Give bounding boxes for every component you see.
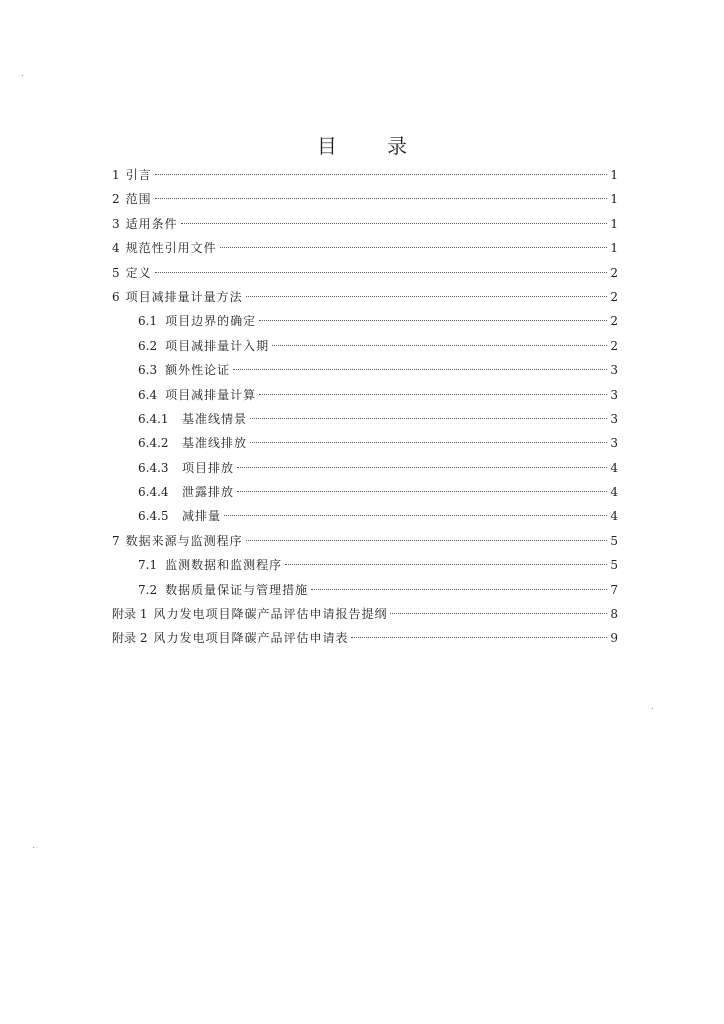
toc-entry-page: 1 — [610, 216, 618, 231]
scan-speck — [22, 75, 23, 76]
toc-leader-dots — [259, 394, 607, 395]
toc-leader-dots — [390, 613, 607, 614]
toc-entry-number: 6.4.1 — [138, 411, 169, 426]
toc-leader-dots — [285, 564, 607, 565]
toc-leader-dots — [259, 320, 607, 321]
toc-entry[interactable] — [112, 236, 618, 260]
toc-entry-number: 6 — [112, 289, 120, 304]
toc-entry-page: 9 — [610, 631, 618, 646]
toc-entry-number: 附录 1 — [112, 607, 148, 622]
toc-leader-dots — [155, 198, 607, 199]
toc-entry[interactable] — [112, 358, 618, 382]
toc-leader-dots — [351, 637, 607, 638]
toc-entry-page: 1 — [610, 168, 618, 182]
toc-leader-dots — [233, 369, 607, 370]
toc-entry[interactable] — [112, 553, 618, 577]
toc-entry-page: 4 — [610, 460, 618, 475]
toc-entry-number: 6.4.5 — [138, 509, 169, 524]
toc-entry-page: 2 — [610, 289, 618, 304]
toc-entry-page: 3 — [610, 387, 618, 402]
toc-entry-page: 3 — [610, 363, 618, 378]
toc-entry-label: 定义 — [125, 265, 152, 280]
toc-entry-label: 项目减排量计入期 — [165, 338, 270, 353]
toc-entry-page: 2 — [610, 314, 618, 329]
toc-entry[interactable] — [112, 626, 618, 650]
toc-entry-label: 数据质量保证与管理措施 — [165, 582, 309, 597]
toc-leader-dots — [155, 174, 607, 175]
toc-entry[interactable] — [112, 187, 618, 211]
toc-leader-dots — [224, 515, 607, 516]
toc-leader-dots — [155, 272, 607, 273]
toc-entry-label: 规范性引用文件 — [125, 241, 217, 256]
toc-entry[interactable] — [112, 456, 618, 480]
toc-entry-label: 项目减排量计量方法 — [125, 289, 243, 304]
toc-leader-dots — [311, 589, 607, 590]
toc-entry[interactable] — [112, 578, 618, 602]
toc-entry-label: 项目边界的确定 — [165, 314, 257, 329]
toc-entry[interactable] — [112, 261, 618, 285]
toc-leader-dots — [246, 540, 607, 541]
toc-entry[interactable] — [112, 212, 618, 236]
toc-entry-number: 6.1 — [138, 314, 158, 329]
toc-entry[interactable] — [112, 163, 618, 187]
toc-entry-label: 额外性论证 — [165, 363, 231, 378]
toc-entry[interactable] — [112, 504, 618, 528]
toc-leader-dots — [272, 345, 607, 346]
toc-entry-number: 6.4 — [138, 387, 158, 402]
toc-entry-number: 6.4.4 — [138, 485, 169, 500]
toc-leader-dots — [237, 467, 607, 468]
toc-entry-number: 1 — [112, 168, 120, 182]
toc-entry-label: 项目排放 — [182, 460, 235, 475]
toc-entry-page: 7 — [610, 582, 618, 597]
toc-entry-number: 6.2 — [138, 338, 158, 353]
toc-entry-page: 4 — [610, 485, 618, 500]
toc-entry[interactable] — [112, 529, 618, 553]
toc-entry-label: 基准线排放 — [182, 436, 248, 451]
toc-entry[interactable] — [112, 602, 618, 626]
toc-entry[interactable] — [112, 285, 618, 309]
toc-entry-number: 6.4.3 — [138, 460, 169, 475]
scan-speck — [652, 708, 653, 709]
toc-leader-dots — [250, 418, 607, 419]
toc-entry-label: 适用条件 — [125, 216, 178, 231]
toc-leader-dots — [250, 442, 607, 443]
toc-leader-dots — [181, 223, 607, 224]
toc-entry-page: 3 — [610, 436, 618, 451]
toc-entry-page: 1 — [610, 241, 618, 256]
scan-speck — [33, 847, 34, 848]
toc-entry-label: 基准线情景 — [182, 411, 248, 426]
toc-entry[interactable] — [112, 334, 618, 358]
toc-entry-page: 4 — [610, 509, 618, 524]
toc-entry-label: 监测数据和监测程序 — [165, 558, 283, 573]
toc-entry-label: 项目减排量计算 — [165, 387, 257, 402]
toc-leader-dots — [220, 247, 607, 248]
toc-entry[interactable] — [112, 480, 618, 504]
toc-entry-label: 风力发电项目降碳产品评估申请表 — [153, 631, 349, 646]
toc-entry-label: 减排量 — [182, 509, 222, 524]
toc-entry-label: 风力发电项目降碳产品评估申请报告提纲 — [153, 607, 388, 622]
toc-entry-number: 5 — [112, 265, 120, 280]
toc-entry-page: 5 — [610, 558, 618, 573]
toc-entry-page: 8 — [610, 607, 618, 622]
toc-entry-page: 2 — [610, 338, 618, 353]
toc-entry[interactable] — [112, 309, 618, 333]
toc-entry-page: 5 — [610, 533, 618, 548]
toc-leader-dots — [246, 296, 607, 297]
toc-entry-page: 1 — [610, 192, 618, 207]
toc-entry-number: 7.1 — [138, 558, 158, 573]
toc-entry-number: 2 — [112, 192, 120, 207]
toc-entry-number: 6.3 — [138, 363, 158, 378]
toc-entry-label: 数据来源与监测程序 — [125, 533, 243, 548]
toc-entry[interactable] — [112, 407, 618, 431]
toc-entry-number: 3 — [112, 216, 120, 231]
toc-entry-number: 6.4.2 — [138, 436, 169, 451]
toc-entry[interactable] — [112, 383, 618, 407]
table-of-contents — [112, 163, 618, 651]
toc-leader-dots — [237, 491, 607, 492]
toc-entry-label: 泄露排放 — [182, 485, 235, 500]
toc-entry-number: 附录 2 — [112, 631, 148, 646]
toc-entry-number: 7 — [112, 533, 120, 548]
toc-entry-number: 7.2 — [138, 582, 158, 597]
toc-entry-number: 4 — [112, 241, 120, 256]
page-title: 目 录 — [316, 134, 430, 158]
toc-entry-page: 3 — [610, 411, 618, 426]
toc-entry-label: 范围 — [125, 192, 152, 207]
toc-entry-label: 引言 — [125, 168, 152, 182]
toc-entry[interactable] — [112, 431, 618, 455]
toc-entry-page: 2 — [610, 265, 618, 280]
